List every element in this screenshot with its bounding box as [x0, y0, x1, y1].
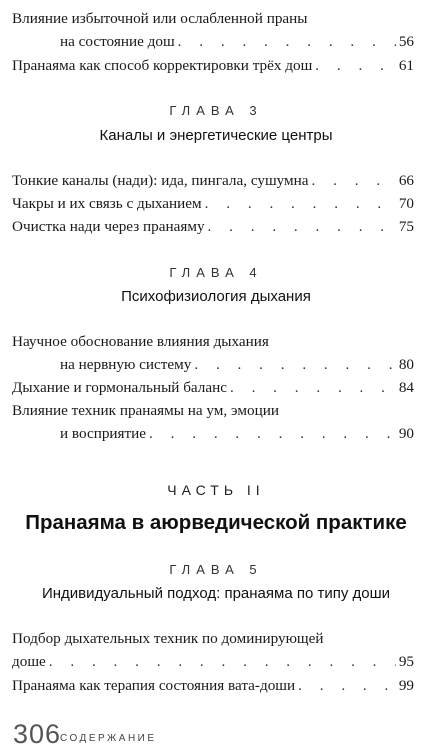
page-number: 95	[398, 653, 414, 670]
entry-title: Чакры и их связь с дыханием	[12, 195, 202, 212]
entry-line	[12, 356, 414, 374]
toc-entry[interactable]	[12, 379, 414, 397]
entry-title: Влияние техник пранаямы на ум, эмоции	[12, 402, 279, 419]
entry-title: Тонкие каналы (нади): ида, пингала, сушумна	[12, 172, 309, 189]
page-number: 80	[398, 356, 414, 373]
toc-entry[interactable]	[12, 57, 414, 75]
entry-title-continued: доше	[12, 653, 46, 670]
entry-title-continued: и восприятие	[60, 425, 147, 442]
dot-leader	[298, 677, 396, 695]
toc-entry[interactable]	[12, 630, 414, 671]
entry-line	[12, 33, 414, 51]
dot-leader	[149, 425, 396, 443]
toc-entry[interactable]	[12, 677, 414, 695]
page-number: 70	[398, 195, 414, 212]
entry-line	[12, 425, 414, 443]
dot-leader	[49, 653, 396, 671]
dot-leader	[230, 379, 396, 397]
toc-entry[interactable]	[12, 172, 414, 190]
part-label: ЧАСТЬ II	[167, 482, 265, 498]
entry-title-continued: на состояние дош	[60, 33, 175, 50]
dot-leader	[178, 33, 396, 51]
toc-entry[interactable]	[12, 402, 414, 443]
toc-entry[interactable]	[12, 218, 414, 236]
dot-leader	[315, 57, 396, 75]
page-number: 61	[398, 57, 414, 74]
entry-title-continued: на нервную систему	[60, 356, 192, 373]
page-number: 84	[398, 379, 414, 396]
dot-leader	[312, 172, 396, 190]
entry-title: Влияние избыточной или ослабленной праны	[12, 10, 308, 27]
entry-title: Дыхание и гормональный баланс	[12, 379, 227, 396]
entry-title: Пранаяма как способ корректировки трёх дош	[12, 57, 313, 74]
chapter-label: ГЛАВА 5	[169, 562, 263, 577]
page-number: 66	[398, 172, 414, 189]
chapter-label: ГЛАВА 3	[169, 103, 263, 118]
chapter-title[interactable]: Психофизиология дыхания	[121, 288, 311, 305]
toc-entry[interactable]	[12, 10, 414, 51]
entry-title: Подбор дыхательных техник по доминирующей	[12, 630, 324, 647]
page-number: 99	[398, 677, 414, 694]
toc-entry[interactable]	[12, 333, 414, 374]
folio-page-number: 306	[13, 719, 62, 749]
running-footer-label: СОДЕРЖАНИЕ	[60, 733, 157, 744]
dot-leader	[208, 218, 396, 236]
dot-leader	[205, 195, 396, 213]
entry-line	[12, 57, 414, 75]
entry-line	[12, 402, 414, 420]
toc-entry[interactable]	[12, 195, 414, 213]
entry-line	[12, 172, 414, 190]
entry-line	[12, 630, 414, 648]
entry-line	[12, 195, 414, 213]
entry-line	[12, 218, 414, 236]
page-number: 75	[398, 218, 414, 235]
entry-line	[12, 333, 414, 351]
chapter-title[interactable]: Индивидуальный подход: пранаяма по типу доши	[41, 585, 391, 602]
chapter-title[interactable]: Каналы и энергетические центры	[99, 127, 333, 144]
entry-line	[12, 10, 414, 28]
part-title[interactable]: Пранаяма в аюрведической практике	[25, 511, 407, 534]
entry-title: Пранаяма как терапия состояния вата-доши	[12, 677, 296, 694]
entry-line	[12, 379, 414, 397]
dot-leader	[194, 356, 395, 374]
entry-title: Очистка нади через пранаяму	[12, 218, 205, 235]
page-number: 90	[398, 425, 414, 442]
entry-title: Научное обоснование влияния дыхания	[12, 333, 269, 350]
entry-line	[12, 677, 414, 695]
entry-line	[12, 653, 414, 671]
page-number: 56	[398, 33, 414, 50]
chapter-label: ГЛАВА 4	[169, 265, 263, 280]
